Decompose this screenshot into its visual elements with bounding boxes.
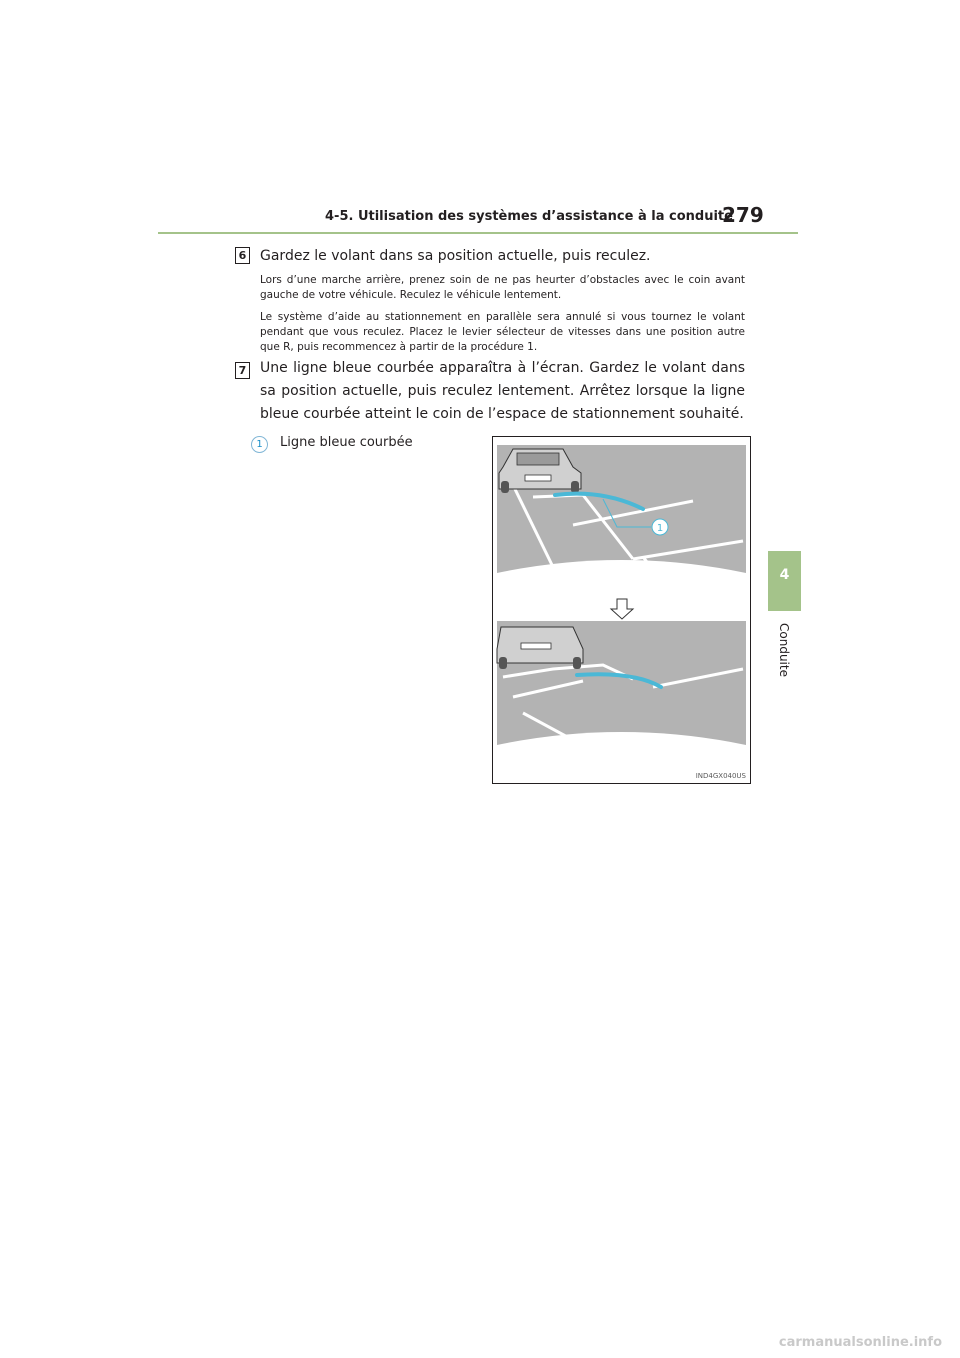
- callout-label: Ligne bleue courbée: [280, 435, 413, 450]
- callout-number: 1: [251, 436, 268, 453]
- step-6-note-2: Le système d’aide au stationnement en parallèle sera annulé si vous tournez le volant pendant que vous reculez. Placez le levier sélecteur de vitesses dans une position autre que R, puis recommencez à partir de la procédure 1.: [260, 311, 745, 353]
- camera-illustration: [493, 437, 750, 783]
- step-6-note-1: Lors d’une marche arrière, prenez soin de ne pas heurter d’obstacles avec le coin avant gauche de votre véhicule. Reculez le véhicule lentement.: [260, 274, 745, 301]
- car-rear-icon: [497, 627, 583, 669]
- watermark: carmanualsonline.info: [778, 1335, 942, 1350]
- step-6-text: Gardez le volant dans sa position actuelle, puis reculez.: [260, 248, 651, 264]
- header-title: 4-5. Utilisation des systèmes d’assistance à la conduite: [325, 209, 733, 224]
- callout-circle-label: 1: [656, 523, 664, 534]
- down-arrow-icon: [611, 599, 633, 619]
- step-7-badge: 7: [235, 362, 250, 379]
- chapter-label: [770, 620, 798, 680]
- chapter-tab: 4: [768, 551, 801, 611]
- page-number: 279: [722, 203, 764, 227]
- camera-figure: [492, 436, 751, 784]
- step-6-badge: 6: [235, 247, 250, 264]
- figure-code: IND4GX040US: [695, 772, 746, 780]
- chapter-label-text: Conduite: [777, 623, 791, 677]
- header-rule: [158, 232, 798, 234]
- step-7-text: Une ligne bleue courbée apparaîtra à l’écran. Gardez le volant dans sa position actuelle, puis reculez lentement. Arrêtez lorsque la ligne bleue courbée atteint le coin de l’espace de stationnement souhaité.: [260, 360, 745, 422]
